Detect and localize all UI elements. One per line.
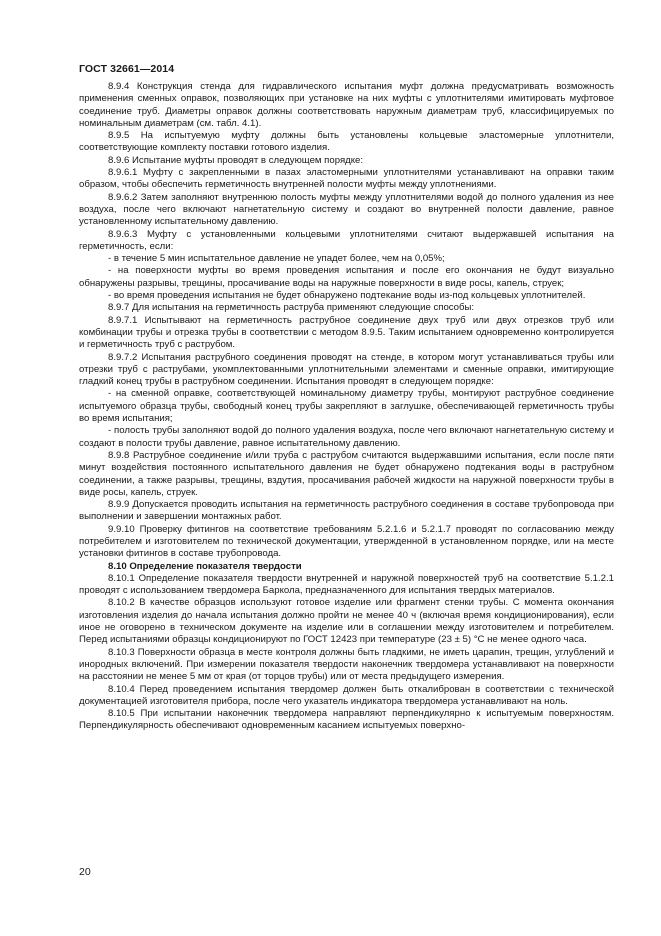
document-header: ГОСТ 32661—2014: [79, 63, 175, 75]
paragraph: 8.9.9 Допускается проводить испытания на герметичность раструбного соединения в составе трубопровода при выполнении и завершении монтажных работ.: [79, 499, 614, 523]
section-heading: 8.10 Определение показателя твердости: [108, 560, 302, 572]
paragraph: 8.10.3 Поверхности образца в месте контроля должны быть гладкими, не иметь царапин, трещин, углублений и инородных включений. При измерении показателя твердости наконечник твердомера устанавливают на поверхности на расстоянии не менее 5 мм от края (от торцов трубы) или от места предыдущего измерения.: [79, 646, 614, 683]
paragraph: 9.9.10 Проверку фитингов на соответствие требованиям 5.2.1.6 и 5.2.1.7 проводят по согласованию между потребителем и изготовителем по технической документации, утвержденной в установленном порядке, или на месте установки фитингов в составе трубопровода.: [79, 523, 614, 560]
paragraph: 8.9.6.2 Затем заполняют внутреннюю полость муфты между уплотнителями водой до полного удаления из нее воздуха, после чего включают нагнетательную систему и создают во внутренней полости давление, равное установленному испытательному давлению.: [79, 191, 614, 228]
paragraph: - на поверхности муфты во время проведения испытания и после его окончания не будут визуально обнаружены разрывы, трещины, просачивание воды на наружные поверхности в виде росы, капель, струек;: [79, 265, 614, 289]
paragraph: 8.10.1 Определение показателя твердости внутренней и наружной поверхностей труб на соответствие 5.1.2.1 проводят с использованием твердомера Баркола, предназначенного для испытания твердых материалов.: [79, 572, 614, 597]
paragraph: 8.9.4 Конструкция стенда для гидравлического испытания муфт должна предусматривать возможность применения сменных оправок, позволяющих при установке на них муфты с уплотнителями имитировать муфтовое соединение труб. Диаметры оправок должны соответствовать наружным диаметрам труб, классифицируемых по номинальным диаметрам (см. табл. 4.1).: [79, 81, 614, 129]
paragraph: 8.9.6 Испытание муфты проводят в следующем порядке:: [108, 154, 364, 166]
paragraph: 8.9.7.2 Испытания раструбного соединения проводят на стенде, в котором могут устанавливаться трубы или отрезки труб с раструбами, укомплектованными уплотнительными элементами и сменные оправки, имитирующие гладкий конец трубы в раструбном соединении. Испытания проводят в следующем порядке:: [79, 351, 614, 388]
paragraph: - в течение 5 мин испытательное давление не упадет более, чем на 0,05%;: [108, 253, 445, 265]
paragraph: 8.10.4 Перед проведением испытания твердомер должен быть откалиброван в соответствии с технической документацией изготовителя прибора, после чего указатель индикатора твердомера устанавливают на ноль.: [79, 683, 614, 707]
page-number: 20: [79, 866, 91, 878]
paragraph: 8.10.5 При испытании наконечник твердомера направляют перпендикулярно к испытуемым поверхностям. Перпендикулярность обеспечивают одновременным касанием испытуемых поверхно-: [79, 708, 614, 732]
paragraph: 8.9.6.1 Муфту с закрепленными в пазах эластомерными уплотнителями устанавливают на оправки таким образом, чтобы обеспечить герметичность внутренней полости муфты между уплотнениями.: [79, 167, 614, 191]
paragraph: 8.9.8 Раструбное соединение и/или труба с раструбом считаются выдержавшими испытания, если после пяти минут воздействия постоянного испытательного давления не будет обнаружено подтекания воды в раструбном соединении, а также разрывы, трещины, вздутия, просачивания рабочей жидкости на наружной поверхности трубы в виде росы, капель, струек.: [79, 449, 614, 498]
document-body: [79, 81, 614, 733]
paragraph: - полость трубы заполняют водой до полного удаления воздуха, после чего включают нагнетательную систему и создают в полости трубы давление, равное испытательному давлению.: [79, 425, 614, 449]
paragraph: 8.9.5 На испытуемую муфту должны быть установлены кольцевые эластомерные уплотнители, соответствующие комплекту поставки готового изделия.: [79, 130, 614, 154]
paragraph: 8.9.7.1 Испытывают на герметичность раструбное соединение двух труб или двух отрезков труб или комбинации трубы и отрезка трубы в соответствии с методом 8.9.5. Таким испытанием одновременно контролируется и герметичность труб с раструбом.: [79, 314, 614, 351]
paragraph: - во время проведения испытания не будет обнаружено подтекание воды из-под кольцевых уплотнителей.: [108, 290, 586, 302]
paragraph: 8.10.2 В качестве образцов используют готовое изделие или фрагмент стенки трубы. С момента окончания изготовления изделия до начала испытания должно пройти не менее 40 ч (включая время кондиционирования), если иное не оговорено в техническом документе на изделие или в соглашении между изготовителем и потребителем. Перед испытаниями образцы кондиционируют по ГОСТ 12423 при температуре (23 ± 5) °С не менее одного часа.: [79, 597, 614, 646]
paragraph: 8.9.7 Для испытания на герметичность раструба применяют следующие способы:: [108, 302, 475, 314]
paragraph: - на сменной оправке, соответствующей номинальному диаметру трубы, монтируют раструбное соединение испытуемого образца трубы, свободный конец трубы закрепляют в заглушке, обеспечивающей герметичность трубы во время испытания;: [79, 388, 614, 425]
paragraph: 8.9.6.3 Муфту с установленными кольцевыми уплотнителями считают выдержавшей испытания на герметичность, если:: [79, 228, 614, 252]
